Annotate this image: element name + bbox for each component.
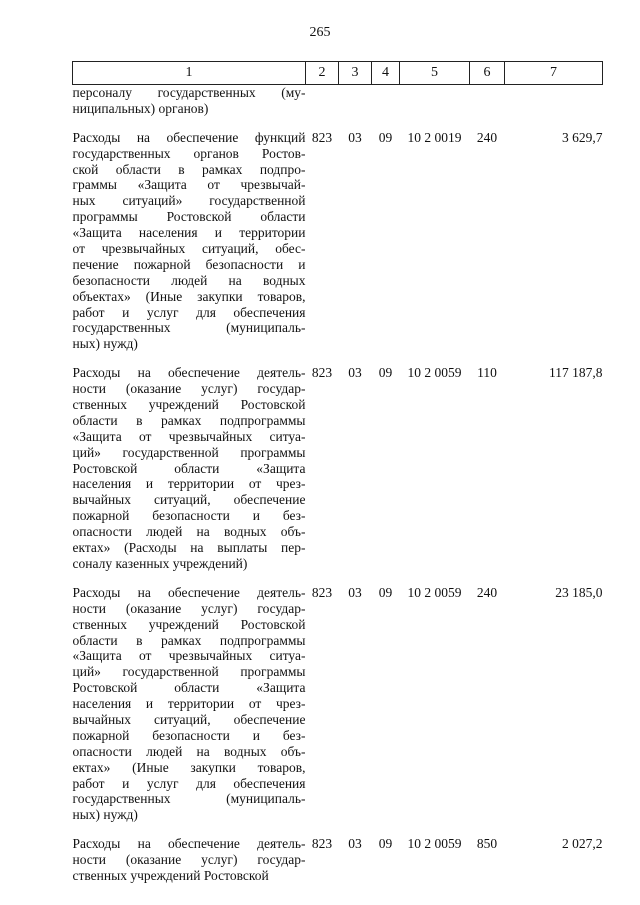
ministry-code: 823 — [311, 584, 333, 600]
description-line: ниципальных) органов) — [72, 100, 209, 116]
table-row — [73, 836, 603, 884]
description-line: опасности людей на водных объ- — [72, 524, 306, 540]
description-line: Расходы на обеспечение деятель- — [72, 584, 306, 600]
description-line: Расходы на обеспечение функций — [72, 129, 306, 145]
description-line: ской области в рамках подпро- — [72, 161, 306, 177]
target-article-code: 10 2 0059 — [407, 836, 462, 852]
description-line: объектах» (Иные закупки товаров, — [72, 288, 306, 304]
description-line: населения и территории от чрез- — [72, 476, 306, 492]
description-line: пожарной безопасности и без- — [72, 508, 306, 524]
description-line: области в рамках подпрограммы — [72, 412, 306, 428]
ministry-code — [306, 85, 339, 117]
description-line: ных) нужд) — [72, 336, 138, 352]
header-col-7: 7 — [505, 62, 603, 85]
description-line: ектах» (Иные закупки товаров, — [72, 759, 306, 775]
page-number: 265 — [309, 25, 331, 40]
expense-description — [73, 130, 306, 352]
ministry-code: 823 — [311, 836, 333, 852]
budget-table — [72, 61, 603, 884]
subsection-code: 09 — [378, 584, 393, 600]
description-line: Расходы на обеспечение деятель- — [72, 836, 306, 852]
description-line: ности (оказание услуг) государ- — [72, 600, 306, 616]
description-line: ных ситуаций» государственной — [72, 193, 306, 209]
description-line: ственных учреждений Ростовской — [72, 616, 306, 632]
description-line: ций» государственной программы — [72, 444, 306, 460]
table-row — [73, 585, 603, 823]
description-line: печение пожарной безопасности и — [72, 256, 306, 272]
description-line: государственных (муниципаль- — [72, 320, 306, 336]
amount: 23 185,0 — [555, 584, 603, 600]
expense-type-code — [470, 85, 505, 117]
description-line: опасности людей на водных объ- — [72, 743, 306, 759]
description-line: программы Ростовской области — [72, 209, 306, 225]
description-line: Ростовской области «Защита — [72, 680, 306, 696]
table-row — [73, 365, 603, 572]
subsection-code — [372, 85, 400, 117]
expense-description — [73, 365, 306, 572]
expense-type-code: 850 — [476, 836, 498, 852]
ministry-code: 823 — [311, 129, 333, 145]
header-col-1: 1 — [73, 62, 306, 85]
table-body — [73, 85, 603, 884]
description-line: вычайных ситуаций, обеспечение — [72, 492, 306, 508]
description-line: персоналу государственных (му- — [72, 85, 306, 100]
section-code: 03 — [348, 584, 362, 600]
amount: 117 187,8 — [549, 365, 603, 381]
section-code — [339, 85, 372, 117]
amount — [505, 85, 603, 117]
description-line: ций» государственной программы — [72, 664, 306, 680]
row-spacer — [73, 572, 603, 585]
expense-description — [73, 836, 306, 884]
description-line: государственных органов Ростов- — [72, 145, 306, 161]
row-spacer — [73, 823, 603, 836]
description-line: Расходы на обеспечение деятель- — [72, 365, 306, 381]
row-spacer — [73, 117, 603, 130]
target-article-code — [400, 85, 470, 117]
expense-type-code: 110 — [477, 365, 497, 381]
expense-type-code: 240 — [476, 129, 498, 145]
subsection-code: 09 — [378, 836, 393, 852]
description-line: ности (оказание услуг) государ- — [72, 852, 306, 868]
amount: 3 629,7 — [562, 129, 603, 145]
description-line: соналу казенных учреждений) — [72, 555, 248, 571]
description-line: ектах» (Расходы на выплаты пер- — [72, 540, 306, 556]
description-line: «Защита от чрезвычайных ситуа- — [72, 648, 306, 664]
description-line: пожарной безопасности и без- — [72, 727, 306, 743]
header-col-5: 5 — [400, 62, 470, 85]
description-line: Ростовской области «Защита — [72, 460, 306, 476]
description-line: вычайных ситуаций, обеспечение — [72, 711, 306, 727]
target-article-code: 10 2 0059 — [407, 365, 462, 381]
description-line: населения и территории от чрез- — [72, 696, 306, 712]
ministry-code: 823 — [311, 365, 333, 381]
description-line: безопасности людей на водных — [72, 272, 306, 288]
description-line: от чрезвычайных ситуаций, обес- — [72, 241, 306, 257]
section-code: 03 — [348, 365, 362, 381]
header-col-2: 2 — [306, 62, 339, 85]
description-line: «Защита населения и территории — [72, 225, 306, 241]
target-article-code: 10 2 0059 — [407, 584, 462, 600]
description-line: ных) нужд) — [72, 807, 138, 823]
section-code: 03 — [348, 836, 362, 852]
table-row — [73, 85, 603, 117]
header-col-6: 6 — [470, 62, 505, 85]
description-line: ственных учреждений Ростовской — [72, 397, 306, 413]
description-line: ности (оказание услуг) государ- — [72, 381, 306, 397]
subsection-code: 09 — [378, 365, 393, 381]
description-line: работ и услуг для обеспечения — [72, 775, 306, 791]
description-line: «Защита от чрезвычайных ситуа- — [72, 428, 306, 444]
description-line: области в рамках подпрограммы — [72, 632, 306, 648]
description-line: ственных учреждений Ростовской — [72, 867, 269, 883]
table-header-row — [73, 62, 603, 85]
description-line: граммы «Защита от чрезвычай- — [72, 177, 306, 193]
expense-description — [73, 85, 306, 117]
expense-description — [73, 585, 306, 823]
target-article-code: 10 2 0019 — [407, 129, 462, 145]
table-row — [73, 130, 603, 352]
header-col-3: 3 — [339, 62, 372, 85]
section-code: 03 — [348, 129, 362, 145]
amount: 2 027,2 — [562, 836, 603, 852]
header-col-4: 4 — [372, 62, 400, 85]
expense-type-code: 240 — [476, 584, 498, 600]
description-line: государственных (муниципаль- — [72, 791, 306, 807]
description-line: работ и услуг для обеспечения — [72, 304, 306, 320]
subsection-code: 09 — [378, 129, 393, 145]
row-spacer — [73, 352, 603, 365]
